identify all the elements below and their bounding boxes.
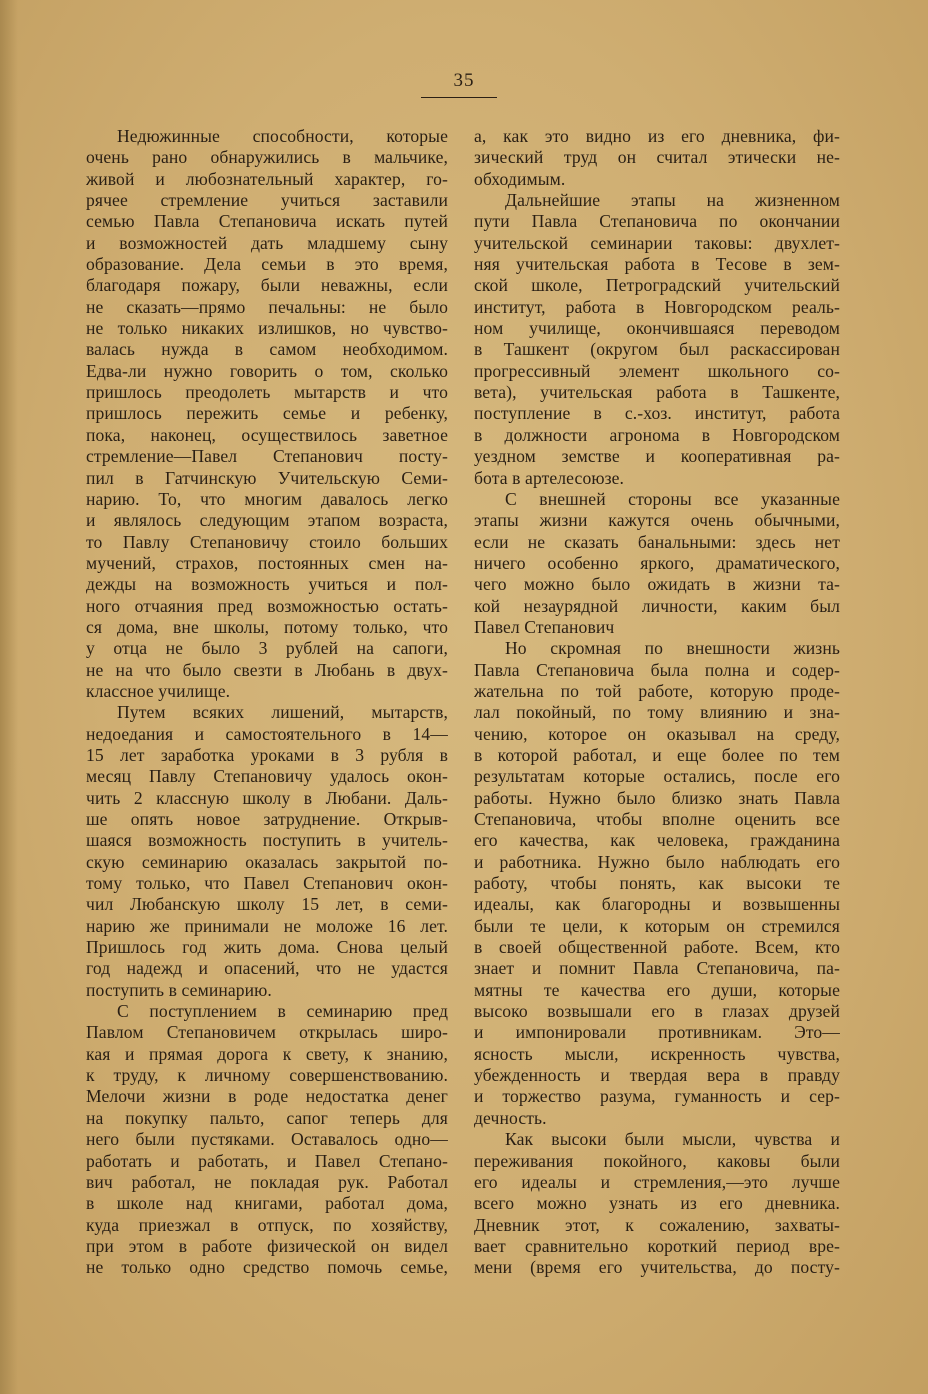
text-line: Недюжинные способности, которые: [117, 126, 448, 146]
text-line: поступление в с.-хоз. институт, работа: [474, 403, 840, 424]
text-line: его идеалы и стремления,—это лучше: [474, 1171, 840, 1192]
text-line: очень рано обнаружились в мальчике,: [86, 147, 448, 168]
text-line: кой незаурядной личности, каким был: [474, 595, 840, 616]
text-line: вает сравнительно короткий период вре-: [474, 1235, 840, 1256]
text-line: работать и работать, и Павел Степано-: [86, 1150, 448, 1171]
text-line: С поступлением в семинарию пред: [117, 1001, 448, 1022]
text-line: зический труд он считал этически не-: [474, 147, 840, 168]
text-line: нарию же принимали не моложе 16 лет.: [86, 915, 448, 936]
text-line: на покупку пальто, сапог теперь для: [86, 1107, 448, 1128]
text-line: рячее стремление учиться заставили: [86, 190, 448, 211]
text-line: пути Павла Степановича по окончании: [474, 211, 840, 232]
text-line: вич работал, не покладая рук. Работал: [86, 1171, 448, 1192]
text-line: и работника. Нужно было наблюдать его: [474, 851, 840, 872]
text-line: в своей общественной работе. Всем, кто: [474, 937, 840, 958]
text-line: С внешней стороны все указанные: [505, 488, 840, 509]
text-line: шаяся возможность поступить в учитель-: [86, 830, 448, 851]
text-line: Дневник этот, к сожалению, захваты-: [474, 1214, 840, 1235]
text-line: благодаря пожару, были неважны, если: [86, 275, 448, 296]
text-line: в школе над книгами, работал дома,: [86, 1193, 448, 1214]
text-line: вета), учительская работа в Ташкенте,: [474, 382, 840, 403]
text-line: пришлось пережить семье и ребенку,: [86, 403, 448, 424]
text-line: не только никаких излишков, но чувство-: [86, 318, 448, 339]
text-line: работы. Нужно было близко знать Павла: [474, 787, 840, 808]
text-line: стремление—Павел Степанович посту-: [86, 446, 448, 467]
text-line: этапы жизни кажутся очень обычными,: [474, 510, 840, 531]
text-line: скую семинарию оказалась закрытой по-: [86, 851, 448, 872]
page-number-rule: [421, 97, 497, 98]
page-edge-shadow: [0, 0, 18, 1394]
text-line: чил Любанскую школу 15 лет, в семи-: [86, 894, 448, 915]
text-line: чего можно было ожидать в жизни та-: [474, 574, 840, 595]
text-line: идеалы, как благородны и возвышенны: [474, 894, 840, 915]
text-line: не сказать—прямо печальны: не было: [86, 296, 448, 317]
text-line: поступить в семинарию.: [86, 979, 272, 1000]
text-line: прогрессивный элемент школьного со-: [474, 360, 840, 381]
text-line: обходимым.: [474, 168, 566, 189]
text-line: Но скромная по внешности жизнь: [505, 638, 840, 659]
text-line: ше опять новое затруднение. Открыв-: [86, 809, 448, 829]
text-line: переживания покойного, каковы были: [474, 1150, 840, 1171]
text-line: мятны те качества его души, которые: [474, 979, 840, 1000]
text-line: бота в артелесоюзе.: [474, 467, 625, 488]
text-line: образование. Дела семьи в это время,: [86, 254, 448, 275]
text-line: были те цели, к которым он стремился: [474, 915, 840, 936]
text-line: ного отчаяния пред возможностью остать-: [86, 595, 448, 616]
right-text-column: [474, 126, 840, 1279]
text-line: то Павлу Степановичу стоило больших: [86, 531, 448, 552]
text-line: лал покойный, по тому влиянию и зна-: [474, 702, 840, 723]
text-line: нарию. То, что многим давалось легко: [86, 488, 448, 509]
text-line: Путем всяких лишений, мытарств,: [117, 702, 448, 723]
text-line: Степановича, чтобы вполне оценить все: [474, 809, 840, 829]
text-line: куда приезжал в отпуск, по хозяйству,: [86, 1214, 448, 1235]
text-line: ном училище, окончившаяся переводом: [474, 318, 840, 339]
text-line: чению, которое он оказывал на среду,: [474, 723, 840, 744]
text-line: него были пустяками. Оставалось одно—: [86, 1129, 448, 1150]
left-text-column: [86, 126, 448, 1279]
text-line: результатам которые остались, после его: [474, 766, 840, 787]
text-line: работу, чтобы понять, как высоки те: [474, 873, 840, 894]
text-line: не только одно средство помочь семье,: [86, 1257, 448, 1278]
text-line: ской школе, Петроградский учительский: [474, 275, 840, 296]
text-line: месяц Павлу Степановичу удалось окон-: [86, 766, 448, 787]
text-line: в Ташкент (округом был раскассирован: [474, 339, 840, 360]
text-line: няя учительская работа в Тесове в зем-: [474, 254, 840, 275]
text-line: если не сказать банальными: здесь нет: [474, 531, 840, 552]
text-line: Пришлось год жить дома. Снова целый: [86, 937, 448, 958]
text-line: дечность.: [474, 1107, 547, 1128]
text-line: 15 лет заработка уроками в 3 рубля в: [86, 744, 448, 765]
text-line: высоко возвышали его в глазах друзей: [474, 1001, 840, 1022]
text-line: и импонировали противникам. Это—: [474, 1022, 840, 1043]
text-line: в которой работал, и еще более по тем: [474, 744, 840, 765]
text-line: Павла Степановича была полна и содер-: [474, 659, 840, 680]
text-line: а, как это видно из его дневника, фи-: [474, 126, 840, 146]
text-line: знает и помнит Павла Степановича, па-: [474, 958, 840, 979]
text-line: и торжество разума, гуманность и сер-: [474, 1086, 840, 1107]
text-line: семью Павла Степановича искать путей: [86, 211, 448, 232]
text-line: мучений, страхов, постоянных смен на-: [86, 552, 448, 573]
text-line: Павел Степанович: [474, 616, 615, 637]
text-line: кая и прямая дорога к свету, к знанию,: [86, 1043, 448, 1064]
text-line: пока, наконец, осуществилось заветное: [86, 424, 448, 445]
text-line: тому только, что Павел Степанович окон-: [86, 873, 448, 894]
text-line: при этом в работе физической он видел: [86, 1235, 448, 1256]
text-line: ся дома, вне школы, потому только, что: [86, 616, 448, 637]
text-line: у отца не было 3 рублей на сапоги,: [86, 638, 448, 659]
text-line: недоедания и самостоятельного в 14—: [86, 723, 448, 744]
text-line: не на что было свезти в Любань в двух-: [86, 659, 448, 680]
text-line: год надежд и опасений, что не удастся: [86, 958, 448, 979]
text-line: дежды на возможность учиться и пол-: [86, 574, 448, 595]
text-line: валась нужда в самом необходимом.: [86, 339, 448, 360]
text-line: Дальнейшие этапы на жизненном: [505, 190, 840, 211]
text-line: классное училище.: [86, 680, 231, 701]
page-number: 35: [453, 70, 475, 91]
text-line: и являлось следующим этапом возраста,: [86, 510, 448, 531]
text-line: институт, работа в Новгородском реаль-: [474, 296, 840, 317]
text-line: убежденность и твердая вера в правду: [474, 1065, 840, 1086]
text-line: его качества, как человека, гражданина: [474, 830, 840, 851]
text-line: чить 2 классную школу в Любани. Даль-: [86, 787, 448, 808]
text-line: учительской семинарии таковы: двухлет-: [474, 232, 840, 253]
text-line: Как высоки были мысли, чувства и: [505, 1129, 840, 1150]
text-line: живой и любознательный характер, го-: [86, 168, 448, 189]
text-line: пришлось преодолеть мытарств и что: [86, 382, 448, 403]
text-line: ничего особенно яркого, драматического,: [474, 552, 840, 573]
text-line: пил в Гатчинскую Учительскую Семи-: [86, 467, 448, 488]
text-line: и возможностей дать младшему сыну: [86, 232, 448, 253]
text-line: в должности агронома в Новгородском: [474, 424, 840, 445]
text-line: уездном земстве и кооперативная ра-: [474, 446, 840, 467]
text-line: мени (время его учительства, до посту-: [474, 1257, 840, 1278]
text-line: жательна по той работе, которую проде-: [474, 680, 840, 701]
text-line: Мелочи жизни в роде недостатка денег: [86, 1086, 448, 1107]
text-line: Павлом Степановичем открылась широ-: [86, 1022, 448, 1043]
text-line: всего можно узнать из его дневника.: [474, 1193, 840, 1214]
text-line: к труду, к личному совершенствованию.: [86, 1065, 448, 1086]
text-line: ясность мысли, искренность чувства,: [474, 1043, 840, 1064]
text-line: Едва-ли нужно говорить о том, сколько: [86, 360, 448, 381]
